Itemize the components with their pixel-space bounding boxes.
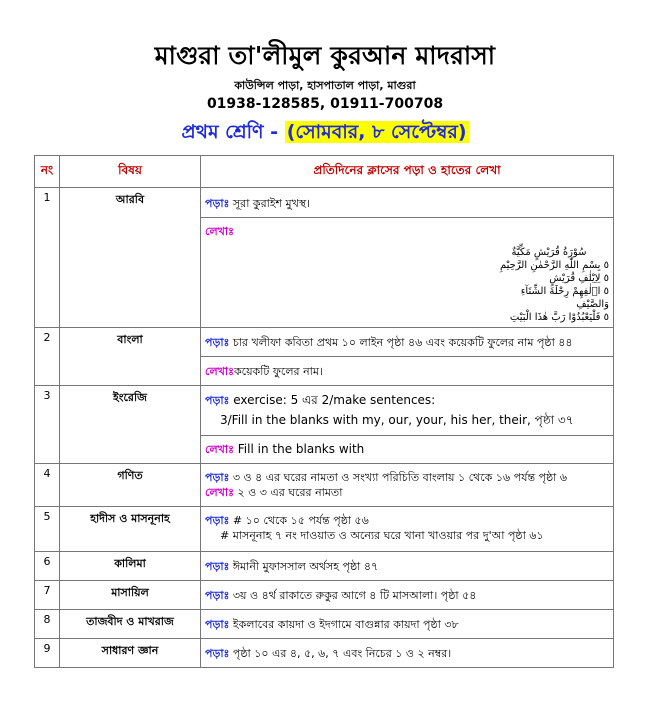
read-label: পড়াঃ — [205, 197, 230, 210]
row-subject: তাজবীদ ও মাখরাজ — [60, 610, 201, 639]
table-row — [35, 386, 614, 436]
class-dash: - — [263, 121, 285, 143]
row-number: 6 — [35, 552, 60, 581]
read-text-line2: 3/Fill in the blanks with my, our, your, his her, their, পৃষ্ঠা ৩৭ — [220, 413, 574, 427]
row-subject: হাদীস ও মাসনূনাহ — [60, 507, 201, 552]
read-cell — [201, 610, 614, 639]
write-text: কয়েকটি ফুলের নাম। — [233, 365, 323, 378]
write-label: লেখাঃ — [205, 486, 234, 499]
write-cell — [201, 357, 614, 386]
read-label: পড়াঃ — [205, 514, 230, 527]
write-text: ২ ও ৩ এর ঘরের নামতা — [237, 486, 343, 499]
write-label: লেখাঃ — [205, 443, 234, 456]
read-cell — [201, 328, 614, 357]
row-number: 1 — [35, 188, 60, 328]
arabic-line: ٥ بِسْمِ اللّٰهِ الرَّحْمٰنِ الرَّحِيْمِ — [499, 260, 609, 271]
read-text: পৃষ্ঠা ১০ এর ৪, ৫, ৬, ৭ এবং নিচের ১ ও ২ নম্বর। — [232, 647, 452, 660]
read-cell — [201, 581, 614, 610]
row-subject: গণিত — [60, 464, 201, 507]
read-text: ৩ ও ৪ এর ঘরের নামতা ও সংখ্যা পরিচিতি বাংলায় ১ থেকে ১৬ পর্যন্ত পৃষ্ঠা ৬ — [232, 471, 568, 484]
read-text: চার খলীফা কবিতা প্রথম ১০ লাইন পৃষ্ঠা ৪৬ এবং কয়েকটি ফুলের নাম পৃষ্ঠা ৪৪ — [232, 336, 573, 349]
table-row — [35, 188, 614, 218]
row-number: 7 — [35, 581, 60, 610]
school-name: মাগুরা তা'লীমুল কুরআন মাদরাসা — [154, 41, 496, 70]
table-row — [35, 552, 614, 581]
write-cell — [201, 436, 614, 464]
row-subject: মাসায়িল — [60, 581, 201, 610]
read-label: পড়াঃ — [205, 336, 230, 349]
routine-table — [34, 155, 614, 668]
read-write-cell — [201, 464, 614, 507]
table-row — [35, 507, 614, 552]
read-label: পড়াঃ — [205, 471, 230, 484]
read-text: # ১০ থেকে ১৫ পর্যন্ত পৃষ্ঠা ৫৬ — [232, 514, 369, 527]
read-cell — [201, 507, 614, 552]
phone-numbers: 01938-128585, 01911-700708 — [206, 96, 444, 112]
read-label: পড়াঃ — [205, 647, 230, 660]
arabic-line: ٥ لِاِيْلٰفِ قُرَيْشٍ — [549, 273, 609, 284]
class-line — [0, 118, 650, 150]
write-label: লেখাঃ — [205, 225, 234, 238]
table-row — [35, 464, 614, 507]
read-text: ঈমানী মুফাসসাল অর্থসহ পৃষ্ঠা ৪৭ — [232, 560, 379, 573]
row-number: 5 — [35, 507, 60, 552]
read-label: পড়াঃ — [205, 560, 230, 573]
class-date: (সোমবার, ৮ সেপ্টেম্বর) — [286, 121, 467, 143]
read-cell — [201, 552, 614, 581]
arabic-line: ٥ اٖلٰفِهِمْ رِحْلَةَ الشِّتَآءِ وَالصَّيْفِ — [520, 286, 609, 310]
write-label: লেখাঃ — [205, 365, 234, 378]
read-text: ইকলাবের কায়দা ও ইদগামে বাগুন্নার কায়দা পৃষ্ঠা ৩৮ — [232, 618, 459, 631]
row-subject: সাধারণ জ্ঞান — [60, 639, 201, 668]
table-row — [35, 328, 614, 357]
row-number: 3 — [35, 386, 60, 464]
column-header-work: প্রতিদিনের ক্লাসের পড়া ও হাতের লেখা — [201, 156, 614, 188]
class-label: প্রথম শ্রেণি — [181, 121, 264, 143]
row-subject: বাংলা — [60, 328, 201, 386]
row-number: 8 — [35, 610, 60, 639]
row-subject: ইংরেজি — [60, 386, 201, 464]
row-number: 9 — [35, 639, 60, 668]
read-cell — [201, 188, 614, 218]
school-address: কাউন্সিল পাড়া, হাসপাতাল পাড়া, মাগুরা — [234, 79, 416, 92]
read-text: exercise: 5 এর 2/make sentences: — [233, 393, 436, 407]
read-text-line2: # মাসনূনাহ ৭ নং দাওয়াত ও অন্যের ঘরে খানা খাওয়ার পর দু'আ পৃষ্ঠা ৬১ — [220, 529, 544, 542]
table-row — [35, 581, 614, 610]
arabic-surah-text — [205, 246, 609, 324]
read-label: পড়াঃ — [205, 589, 230, 602]
read-label: পড়াঃ — [205, 394, 230, 407]
read-label: পড়াঃ — [205, 618, 230, 631]
column-header-no: নং — [35, 156, 60, 188]
row-subject: আরবি — [60, 188, 201, 328]
write-cell — [201, 218, 614, 328]
write-text: Fill in the blanks with — [237, 442, 365, 456]
table-row — [35, 639, 614, 668]
arabic-line: ٥ فَلْيَعْبُدُوْا رَبَّ هٰذَا الْبَيْتِ — [509, 312, 609, 323]
row-subject: কালিমা — [60, 552, 201, 581]
read-text: ৩য় ও ৪র্থ রাকাতে রুকুর আগে ৪ টি মাসআলা। পৃষ্ঠা ৫৪ — [232, 589, 477, 602]
arabic-line: سُوْرَةُ قُرَيْشٍ مَكِّيَّةٌ — [511, 247, 587, 258]
table-header-row — [35, 156, 614, 188]
column-header-subject: বিষয় — [60, 156, 201, 188]
table-row — [35, 610, 614, 639]
row-number: 4 — [35, 464, 60, 507]
row-number: 2 — [35, 328, 60, 386]
read-text: সূরা কুরাইশ মুখস্থ। — [232, 197, 311, 210]
read-cell — [201, 639, 614, 668]
read-cell — [201, 386, 614, 436]
